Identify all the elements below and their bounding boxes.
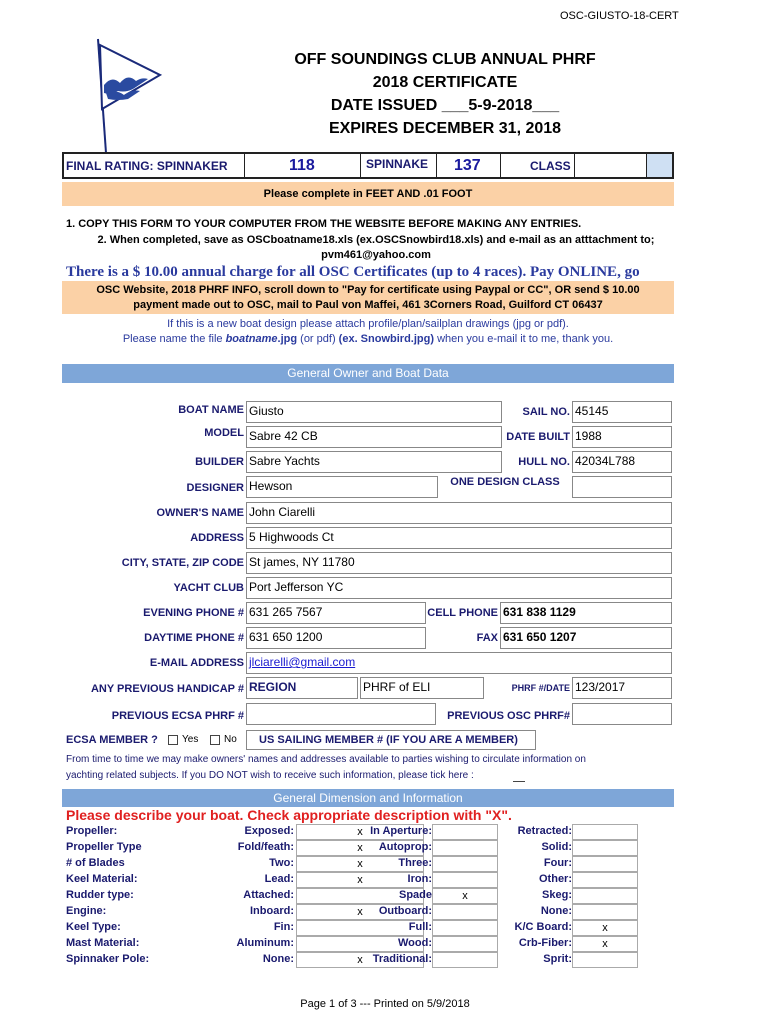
- class-label: CLASS: [530, 159, 571, 173]
- option-label: Skeg:: [542, 889, 572, 901]
- builder-field[interactable]: Sabre Yachts: [246, 451, 502, 473]
- model-field[interactable]: Sabre 42 CB: [246, 426, 502, 448]
- address-label: ADDRESS: [190, 532, 244, 544]
- previous-handicap-region-field[interactable]: REGION: [246, 677, 358, 699]
- option-label: Two:: [269, 857, 294, 869]
- option-check-cell[interactable]: x: [296, 840, 424, 856]
- option-check-cell[interactable]: x: [296, 824, 424, 840]
- dimension-row-label: Propeller Type: [66, 841, 142, 853]
- payment-note: [62, 281, 674, 314]
- yacht-club-field[interactable]: Port Jefferson YC: [246, 577, 672, 599]
- new-design-note-1: If this is a new boat design please attach profile/plan/sailplan drawings (jpg or pdf).: [167, 318, 569, 330]
- option-label: Crb-Fiber:: [518, 937, 572, 949]
- instruction-step-1: 1. COPY THIS FORM TO YOUR COMPUTER FROM THE WEBSITE BEFORE MAKING ANY ENTRIES.: [66, 218, 582, 230]
- option-label: Other:: [539, 873, 572, 885]
- dimension-row-label: Keel Type:: [66, 921, 121, 933]
- page-footer: Page 1 of 3 --- Printed on 5/9/2018: [300, 998, 470, 1010]
- us-sailing-member-field[interactable]: US SAILING MEMBER # (IF YOU ARE A MEMBER): [246, 730, 536, 750]
- option-check-cell[interactable]: x: [432, 888, 498, 904]
- ecsa-yes-checkbox[interactable]: [168, 735, 178, 745]
- instruction-email: pvm461@yahoo.com: [321, 249, 431, 261]
- option-label: Exposed:: [244, 825, 294, 837]
- dimension-row-label: Propeller:: [66, 825, 118, 837]
- dimension-row-label: Spinnaker Pole:: [66, 953, 150, 965]
- final-rating-label: FINAL RATING: SPINNAKER: [66, 159, 228, 173]
- privacy-opt-out-checkbox[interactable]: [513, 770, 525, 782]
- option-label: None:: [262, 953, 294, 965]
- option-label: K/C Board:: [514, 921, 572, 933]
- previous-osc-label: PREVIOUS OSC PHRF#: [447, 710, 570, 722]
- option-check-cell[interactable]: x: [572, 936, 638, 952]
- option-check-cell[interactable]: [572, 824, 638, 840]
- option-check-cell[interactable]: [572, 952, 638, 968]
- boat-name-label: BOAT NAME: [178, 404, 244, 416]
- email-label: E-MAIL ADDRESS: [149, 657, 244, 669]
- payment-line-1: OSC Website, 2018 PHRF INFO, scroll down to "Pay for certificate using Paypal or CC", OR send $ 10.00: [96, 284, 640, 296]
- class-value-field[interactable]: [646, 154, 672, 177]
- evening-phone-label: EVENING PHONE #: [143, 607, 244, 619]
- ecsa-no-checkbox[interactable]: [210, 735, 220, 745]
- previous-handicap-value-field[interactable]: PHRF of ELI: [360, 677, 484, 699]
- option-check-cell[interactable]: x: [572, 920, 638, 936]
- option-label: Sprit:: [543, 953, 572, 965]
- option-check-cell[interactable]: x: [296, 952, 424, 968]
- previous-ecsa-field[interactable]: [246, 703, 436, 725]
- payment-line-2: payment made out to OSC, mail to Paul von Maffei, 461 3Corners Road, Guilford CT 06437: [133, 299, 603, 311]
- club-burgee-logo: [92, 35, 164, 155]
- title-line-3: DATE ISSUED ___5-9-2018___: [330, 97, 560, 114]
- privacy-note-1: From time to time we may make owners' names and addresses available to parties wishing to circulate information on: [66, 754, 586, 765]
- ecsa-member-label: ECSA MEMBER ?: [66, 734, 158, 746]
- dimension-grid: [62, 824, 674, 968]
- option-label: Lead:: [264, 873, 294, 885]
- city-state-zip-field[interactable]: St james, NY 11780: [246, 552, 672, 574]
- option-label: Iron:: [407, 873, 432, 885]
- owner-section-header: General Owner and Boat Data: [62, 364, 674, 383]
- builder-label: BUILDER: [195, 456, 244, 468]
- phrf-date-label: PHRF #/DATE: [511, 683, 570, 693]
- previous-ecsa-label: PREVIOUS ECSA PHRF #: [111, 710, 244, 722]
- spinnaker-label: SPINNAKE: [366, 157, 429, 171]
- boat-name-field[interactable]: Giusto: [246, 401, 502, 423]
- daytime-phone-label: DAYTIME PHONE #: [144, 632, 244, 644]
- annual-charge-note: There is a $ 10.00 annual charge for all OSC Certificates (up to 4 races). Pay ONLINE, go: [66, 264, 640, 280]
- option-label: Fold/feath:: [237, 841, 294, 853]
- option-label: Solid:: [541, 841, 572, 853]
- sail-no-label: SAIL NO.: [522, 406, 570, 418]
- final-rating-value[interactable]: 118: [289, 157, 315, 174]
- complete-note: Please complete in FEET AND .01 FOOT: [62, 182, 674, 206]
- owner-name-label: OWNER'S NAME: [156, 507, 244, 519]
- option-label: Retracted:: [517, 825, 572, 837]
- option-label: Full:: [408, 921, 432, 933]
- owner-name-field[interactable]: John Ciarelli: [246, 502, 672, 524]
- dimension-row-label: Mast Material:: [66, 937, 140, 949]
- title-line-2: 2018 CERTIFICATE: [372, 74, 518, 91]
- describe-boat-prompt: Please describe your boat. Check appropriate description with "X".: [66, 807, 512, 823]
- previous-osc-field[interactable]: [572, 703, 672, 725]
- hull-no-field[interactable]: 42034L788: [572, 451, 672, 473]
- dimension-section-header: General Dimension and Information: [62, 789, 674, 807]
- option-label: Aluminum:: [236, 937, 294, 949]
- one-design-class-label: ONE DESIGN CLASS: [450, 476, 560, 488]
- previous-handicap-label: ANY PREVIOUS HANDICAP #: [90, 683, 244, 695]
- page-title: [250, 48, 640, 140]
- dimension-row-label: Keel Material:: [66, 873, 138, 885]
- address-field[interactable]: 5 Highwoods Ct: [246, 527, 672, 549]
- option-label: Attached:: [243, 889, 294, 901]
- option-label: Four:: [543, 857, 572, 869]
- designer-label: DESIGNER: [186, 482, 244, 494]
- instruction-step-2: 2. When completed, save as OSCboatname18.xls (ex.OSCSnowbird18.xls) and e-mail as an atttachment to;: [97, 234, 655, 246]
- option-label: Traditional:: [372, 953, 432, 965]
- option-check-cell[interactable]: [572, 904, 638, 920]
- option-check-cell[interactable]: [572, 856, 638, 872]
- title-line-4: EXPIRES DECEMBER 31, 2018: [328, 120, 562, 137]
- option-label: Autoprop:: [378, 841, 432, 853]
- option-label: Fin:: [273, 921, 294, 933]
- phrf-date-field[interactable]: 123/2017: [572, 677, 672, 699]
- option-label: Inboard:: [250, 905, 294, 917]
- option-check-cell[interactable]: [572, 888, 638, 904]
- new-design-note-2: Please name the file boatname.jpg (or pdf) (ex. Snowbird.jpg) when you e-mail it to me, thank you.: [122, 333, 614, 345]
- option-label: Wood:: [397, 937, 432, 949]
- city-state-zip-label: CITY, STATE, ZIP CODE: [121, 557, 244, 569]
- option-label: In Aperture:: [370, 825, 432, 837]
- document-id: OSC-GIUSTO-18-CERT: [560, 10, 679, 22]
- date-built-label: DATE BUILT: [506, 431, 570, 443]
- ecsa-yes-label: Yes: [182, 734, 199, 745]
- option-label: Three:: [398, 857, 432, 869]
- option-label: None:: [540, 905, 572, 917]
- fax-field[interactable]: 631 650 1207: [500, 627, 672, 649]
- rating-row: [62, 152, 674, 179]
- fax-label: FAX: [476, 632, 498, 644]
- ecsa-no-label: No: [224, 734, 237, 745]
- hull-no-label: HULL NO.: [518, 456, 570, 468]
- option-label: Outboard:: [378, 905, 432, 917]
- one-design-class-field[interactable]: [572, 476, 672, 498]
- evening-phone-field[interactable]: 631 265 7567: [246, 602, 426, 624]
- option-check-cell[interactable]: x: [296, 872, 424, 888]
- privacy-note-2: yachting related subjects. If you DO NOT wish to receive such information, please tick here :: [66, 770, 474, 781]
- sail-no-field[interactable]: 45145: [572, 401, 672, 423]
- title-line-1: OFF SOUNDINGS CLUB ANNUAL PHRF: [294, 51, 596, 68]
- dimension-row-label: Engine:: [66, 905, 107, 917]
- option-check-cell[interactable]: x: [296, 904, 424, 920]
- date-built-field[interactable]: 1988: [572, 426, 672, 448]
- option-check-cell[interactable]: [572, 872, 638, 888]
- cell-phone-field[interactable]: 631 838 1129: [500, 602, 672, 624]
- option-label: Spade: [398, 889, 432, 901]
- model-label: MODEL: [204, 427, 244, 439]
- option-check-cell[interactable]: x: [296, 856, 424, 872]
- cell-phone-label: CELL PHONE: [427, 607, 498, 619]
- designer-field[interactable]: Hewson: [246, 476, 438, 498]
- email-field[interactable]: jlciarelli@gmail.com: [246, 652, 672, 674]
- dimension-row-label: Rudder type:: [66, 889, 134, 901]
- spinnaker-value[interactable]: 137: [454, 157, 481, 174]
- option-check-cell[interactable]: [572, 840, 638, 856]
- daytime-phone-field[interactable]: 631 650 1200: [246, 627, 426, 649]
- yacht-club-label: YACHT CLUB: [173, 582, 244, 594]
- dimension-row-label: # of Blades: [66, 857, 125, 869]
